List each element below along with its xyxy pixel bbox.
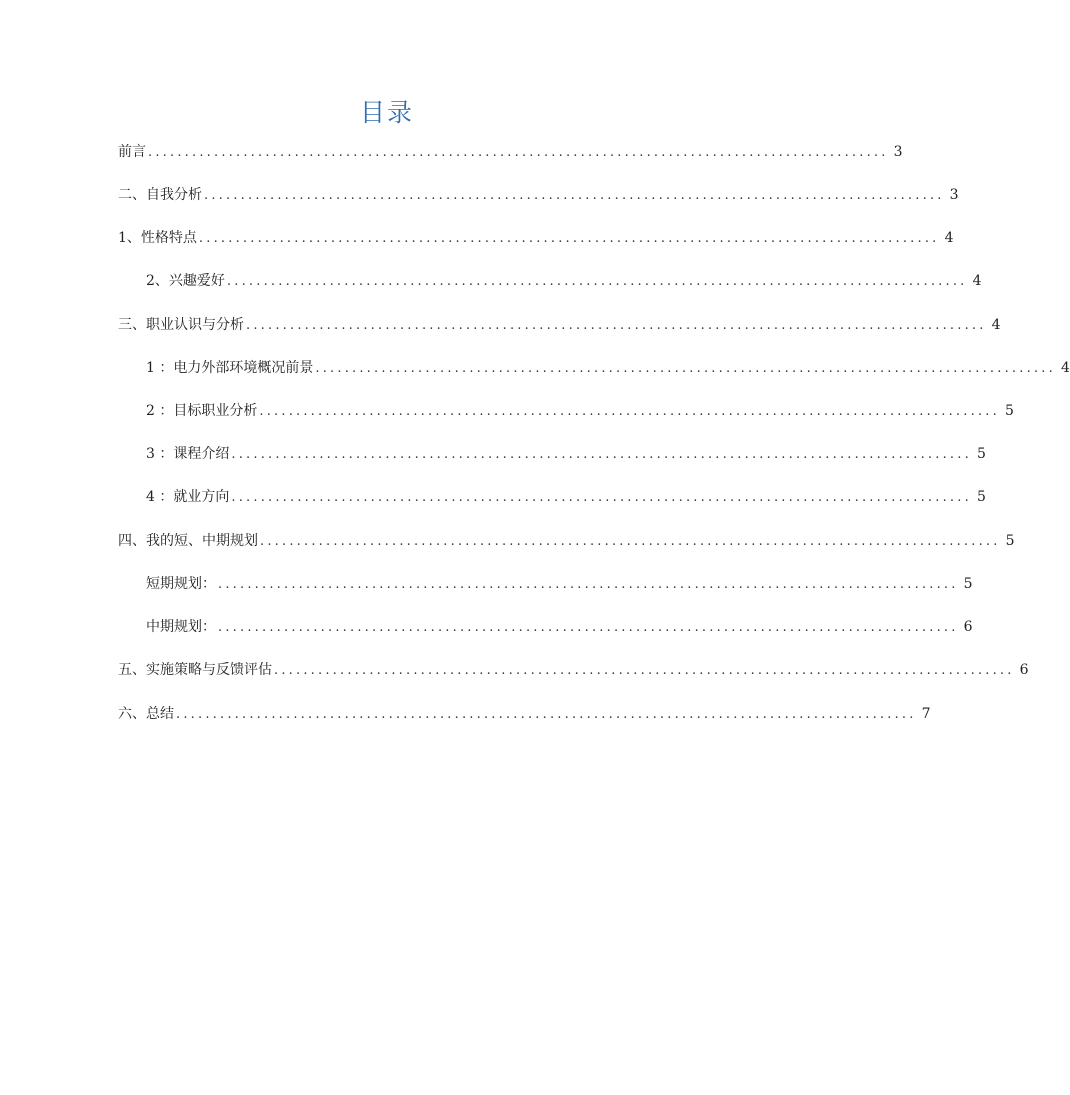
toc-page-number: 6	[963, 619, 973, 635]
toc-entry-label: 1、性格特点	[118, 230, 197, 246]
toc-page-number: 5	[977, 446, 986, 462]
toc-page-number: 5	[977, 489, 986, 505]
toc-entry[interactable]	[146, 399, 1014, 421]
toc-entry[interactable]	[118, 658, 1029, 680]
toc-entry[interactable]	[118, 313, 1001, 335]
toc-entry-label: 二、自我分析	[118, 187, 202, 203]
toc-entry[interactable]	[118, 529, 1015, 551]
toc-dot-leader: .....................................................................................................	[176, 707, 917, 722]
toc-entry[interactable]	[146, 615, 973, 637]
toc-dot-leader: .....................................................................................................	[260, 534, 1001, 549]
toc-entry[interactable]	[146, 572, 973, 594]
toc-page-number: 3	[949, 187, 959, 203]
toc-dot-leader: .....................................................................................................	[231, 490, 972, 505]
toc-page-number: 6	[1019, 662, 1029, 678]
toc-dot-leader: .....................................................................................................	[246, 318, 987, 333]
toc-entry[interactable]	[146, 442, 986, 464]
toc-entry-label: 1 ：电力外部环境概况前景	[146, 360, 314, 376]
toc-entry-label: 2 ：目标职业分析	[146, 403, 258, 419]
toc-entry[interactable]	[118, 140, 903, 162]
toc-entry-label: 三、职业认识与分析	[118, 317, 244, 333]
toc-entry[interactable]	[146, 269, 982, 291]
toc-dot-leader: .....................................................................................................	[204, 188, 945, 203]
toc-entry[interactable]	[118, 226, 954, 248]
toc-dot-leader: .....................................................................................................	[198, 231, 940, 246]
toc-entry-label: 五、实施策略与反馈评估	[118, 662, 272, 678]
toc-page-number: 4	[991, 317, 1001, 333]
toc-dot-leader: .....................................................................................................	[218, 577, 959, 592]
toc-page-number: 5	[1005, 533, 1015, 549]
toc-entry-label: 六、总结	[118, 706, 174, 722]
toc-page-number: 4	[972, 273, 982, 289]
toc-dot-leader: .....................................................................................................	[226, 274, 968, 289]
toc-entry[interactable]	[118, 702, 931, 724]
toc-dot-leader: .....................................................................................................	[148, 145, 889, 160]
toc-title: 目录	[359, 98, 414, 127]
toc-page-number: 5	[963, 576, 973, 592]
toc-page-number: 7	[921, 706, 931, 722]
toc-dot-leader: .....................................................................................................	[218, 620, 959, 635]
toc-entry[interactable]	[146, 485, 986, 507]
toc-entry-label: 中期规划：	[146, 619, 216, 635]
toc-entry-label: 3 ：课程介绍	[146, 446, 230, 462]
toc-dot-leader: .....................................................................................................	[274, 663, 1015, 678]
toc-page-number: 3	[893, 144, 903, 160]
toc-entry-label: 4 ：就业方向	[146, 489, 230, 505]
toc-page-number: 4	[944, 230, 954, 246]
toc-entry-label: 四、我的短、中期规划	[118, 533, 258, 549]
toc-dot-leader: .....................................................................................................	[259, 404, 1000, 419]
toc-entry[interactable]	[146, 356, 1070, 378]
toc-page-number: 5	[1005, 403, 1014, 419]
toc-entry-label: 短期规划：	[146, 576, 216, 592]
toc-page-number: 4	[1061, 360, 1070, 376]
toc-dot-leader: .....................................................................................................	[231, 447, 972, 462]
toc-entry[interactable]	[118, 183, 959, 205]
toc-entry-label: 2、兴趣爱好	[146, 273, 225, 289]
toc-entry-label: 前言	[118, 144, 146, 160]
toc-dot-leader: .....................................................................................................	[315, 361, 1056, 376]
